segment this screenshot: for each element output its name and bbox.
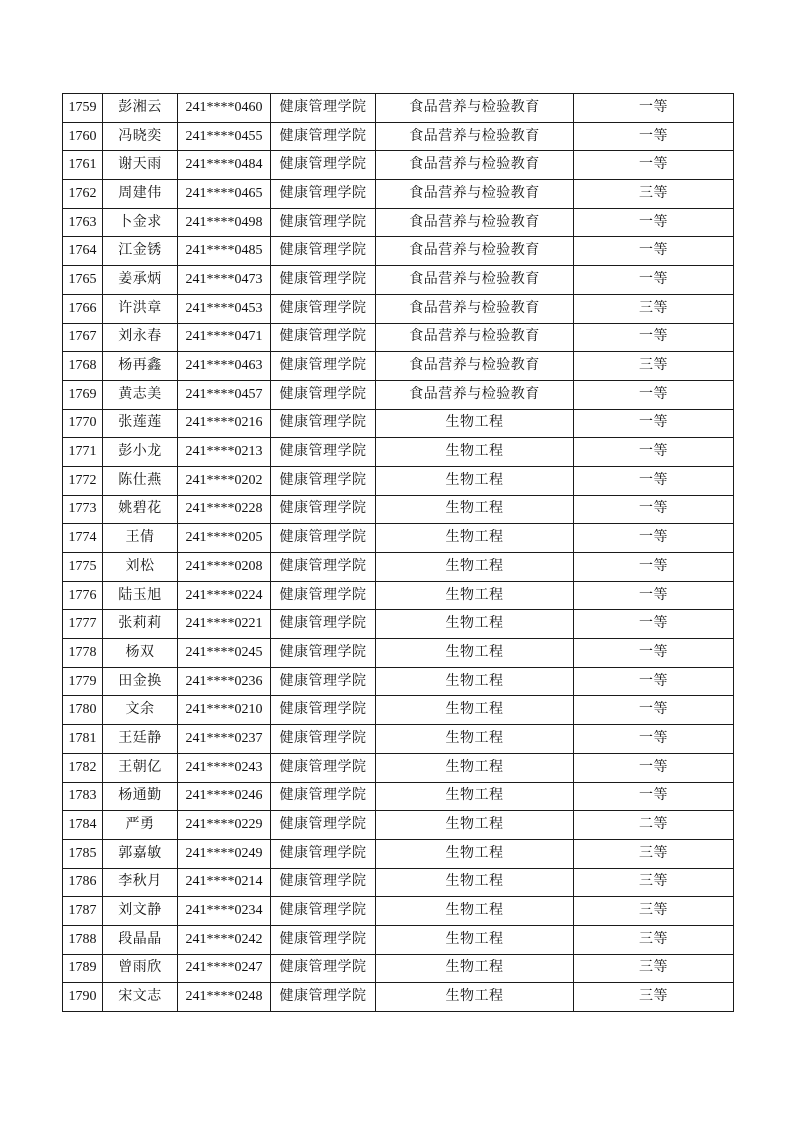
cell-award_level: 一等 <box>574 753 734 782</box>
cell-college: 健康管理学院 <box>271 122 376 151</box>
cell-name: 杨再鑫 <box>103 352 178 381</box>
table-row <box>63 208 734 237</box>
cell-index: 1787 <box>63 897 103 926</box>
cell-name: 冯晓奕 <box>103 122 178 151</box>
cell-award_level: 一等 <box>574 94 734 123</box>
table-row <box>63 725 734 754</box>
cell-award_level: 一等 <box>574 409 734 438</box>
table-row <box>63 495 734 524</box>
cell-award_level: 一等 <box>574 782 734 811</box>
table-row <box>63 753 734 782</box>
cell-student_id: 241****0473 <box>178 266 271 295</box>
table-row <box>63 352 734 381</box>
cell-index: 1769 <box>63 380 103 409</box>
cell-name: 杨通勤 <box>103 782 178 811</box>
cell-student_id: 241****0224 <box>178 581 271 610</box>
table-row <box>63 438 734 467</box>
cell-major: 生物工程 <box>376 868 574 897</box>
table-row <box>63 553 734 582</box>
table-row <box>63 954 734 983</box>
cell-major: 生物工程 <box>376 524 574 553</box>
cell-college: 健康管理学院 <box>271 438 376 467</box>
cell-college: 健康管理学院 <box>271 639 376 668</box>
cell-name: 刘文静 <box>103 897 178 926</box>
cell-major: 生物工程 <box>376 639 574 668</box>
cell-major: 生物工程 <box>376 610 574 639</box>
cell-student_id: 241****0248 <box>178 983 271 1012</box>
cell-name: 文余 <box>103 696 178 725</box>
cell-student_id: 241****0246 <box>178 782 271 811</box>
cell-index: 1768 <box>63 352 103 381</box>
table-row <box>63 94 734 123</box>
cell-index: 1764 <box>63 237 103 266</box>
cell-student_id: 241****0498 <box>178 208 271 237</box>
table-row <box>63 380 734 409</box>
cell-award_level: 一等 <box>574 208 734 237</box>
cell-major: 生物工程 <box>376 782 574 811</box>
table-row <box>63 323 734 352</box>
cell-major: 生物工程 <box>376 839 574 868</box>
cell-college: 健康管理学院 <box>271 954 376 983</box>
cell-major: 生物工程 <box>376 553 574 582</box>
cell-award_level: 三等 <box>574 839 734 868</box>
cell-name: 王朝亿 <box>103 753 178 782</box>
cell-award_level: 一等 <box>574 667 734 696</box>
cell-index: 1786 <box>63 868 103 897</box>
cell-college: 健康管理学院 <box>271 323 376 352</box>
cell-index: 1778 <box>63 639 103 668</box>
cell-name: 谢天雨 <box>103 151 178 180</box>
cell-student_id: 241****0210 <box>178 696 271 725</box>
cell-index: 1773 <box>63 495 103 524</box>
cell-major: 食品营养与检验教育 <box>376 237 574 266</box>
cell-award_level: 一等 <box>574 438 734 467</box>
cell-student_id: 241****0465 <box>178 180 271 209</box>
cell-award_level: 三等 <box>574 897 734 926</box>
table-row <box>63 266 734 295</box>
cell-index: 1779 <box>63 667 103 696</box>
cell-name: 李秋月 <box>103 868 178 897</box>
table-row <box>63 466 734 495</box>
cell-college: 健康管理学院 <box>271 266 376 295</box>
cell-award_level: 一等 <box>574 266 734 295</box>
cell-major: 生物工程 <box>376 954 574 983</box>
table-row <box>63 180 734 209</box>
cell-name: 段晶晶 <box>103 925 178 954</box>
cell-index: 1781 <box>63 725 103 754</box>
cell-college: 健康管理学院 <box>271 94 376 123</box>
cell-college: 健康管理学院 <box>271 868 376 897</box>
cell-index: 1767 <box>63 323 103 352</box>
cell-name: 王倩 <box>103 524 178 553</box>
cell-name: 彭湘云 <box>103 94 178 123</box>
cell-award_level: 一等 <box>574 553 734 582</box>
cell-major: 食品营养与检验教育 <box>376 94 574 123</box>
cell-award_level: 一等 <box>574 237 734 266</box>
cell-major: 生物工程 <box>376 983 574 1012</box>
cell-college: 健康管理学院 <box>271 294 376 323</box>
cell-name: 杨双 <box>103 639 178 668</box>
cell-major: 生物工程 <box>376 811 574 840</box>
cell-college: 健康管理学院 <box>271 553 376 582</box>
cell-award_level: 一等 <box>574 725 734 754</box>
cell-student_id: 241****0463 <box>178 352 271 381</box>
table-row <box>63 839 734 868</box>
cell-college: 健康管理学院 <box>271 696 376 725</box>
cell-major: 食品营养与检验教育 <box>376 380 574 409</box>
cell-student_id: 241****0228 <box>178 495 271 524</box>
cell-name: 陆玉旭 <box>103 581 178 610</box>
table-row <box>63 925 734 954</box>
cell-college: 健康管理学院 <box>271 983 376 1012</box>
cell-student_id: 241****0485 <box>178 237 271 266</box>
cell-major: 食品营养与检验教育 <box>376 122 574 151</box>
table-row <box>63 237 734 266</box>
cell-college: 健康管理学院 <box>271 925 376 954</box>
cell-student_id: 241****0237 <box>178 725 271 754</box>
cell-major: 生物工程 <box>376 581 574 610</box>
cell-student_id: 241****0214 <box>178 868 271 897</box>
cell-college: 健康管理学院 <box>271 466 376 495</box>
cell-college: 健康管理学院 <box>271 897 376 926</box>
cell-name: 卜金求 <box>103 208 178 237</box>
cell-college: 健康管理学院 <box>271 839 376 868</box>
cell-name: 张莲莲 <box>103 409 178 438</box>
cell-name: 姜承炳 <box>103 266 178 295</box>
cell-student_id: 241****0236 <box>178 667 271 696</box>
cell-student_id: 241****0229 <box>178 811 271 840</box>
cell-student_id: 241****0245 <box>178 639 271 668</box>
cell-student_id: 241****0484 <box>178 151 271 180</box>
cell-name: 严勇 <box>103 811 178 840</box>
cell-student_id: 241****0221 <box>178 610 271 639</box>
cell-college: 健康管理学院 <box>271 753 376 782</box>
cell-college: 健康管理学院 <box>271 725 376 754</box>
cell-student_id: 241****0213 <box>178 438 271 467</box>
cell-college: 健康管理学院 <box>271 524 376 553</box>
table-row <box>63 610 734 639</box>
table-row <box>63 409 734 438</box>
cell-award_level: 一等 <box>574 610 734 639</box>
table-row <box>63 782 734 811</box>
cell-major: 生物工程 <box>376 897 574 926</box>
cell-major: 生物工程 <box>376 753 574 782</box>
cell-college: 健康管理学院 <box>271 495 376 524</box>
cell-student_id: 241****0234 <box>178 897 271 926</box>
table-row <box>63 868 734 897</box>
cell-major: 生物工程 <box>376 696 574 725</box>
cell-index: 1760 <box>63 122 103 151</box>
cell-name: 张莉莉 <box>103 610 178 639</box>
cell-college: 健康管理学院 <box>271 782 376 811</box>
cell-student_id: 241****0216 <box>178 409 271 438</box>
table-row <box>63 696 734 725</box>
cell-award_level: 一等 <box>574 122 734 151</box>
cell-index: 1765 <box>63 266 103 295</box>
cell-student_id: 241****0202 <box>178 466 271 495</box>
cell-index: 1770 <box>63 409 103 438</box>
cell-student_id: 241****0205 <box>178 524 271 553</box>
cell-award_level: 三等 <box>574 954 734 983</box>
cell-index: 1788 <box>63 925 103 954</box>
cell-award_level: 三等 <box>574 180 734 209</box>
cell-name: 田金换 <box>103 667 178 696</box>
cell-award_level: 一等 <box>574 323 734 352</box>
cell-award_level: 三等 <box>574 868 734 897</box>
cell-index: 1785 <box>63 839 103 868</box>
cell-student_id: 241****0249 <box>178 839 271 868</box>
cell-college: 健康管理学院 <box>271 208 376 237</box>
cell-index: 1774 <box>63 524 103 553</box>
cell-award_level: 三等 <box>574 925 734 954</box>
cell-name: 江金锈 <box>103 237 178 266</box>
cell-award_level: 三等 <box>574 983 734 1012</box>
cell-college: 健康管理学院 <box>271 180 376 209</box>
cell-college: 健康管理学院 <box>271 409 376 438</box>
cell-name: 曾雨欣 <box>103 954 178 983</box>
cell-index: 1776 <box>63 581 103 610</box>
cell-index: 1780 <box>63 696 103 725</box>
cell-name: 许洪章 <box>103 294 178 323</box>
cell-index: 1783 <box>63 782 103 811</box>
cell-award_level: 一等 <box>574 380 734 409</box>
cell-major: 食品营养与检验教育 <box>376 266 574 295</box>
cell-student_id: 241****0453 <box>178 294 271 323</box>
cell-name: 陈仕燕 <box>103 466 178 495</box>
cell-student_id: 241****0455 <box>178 122 271 151</box>
cell-award_level: 一等 <box>574 639 734 668</box>
cell-name: 刘永春 <box>103 323 178 352</box>
cell-index: 1762 <box>63 180 103 209</box>
cell-name: 王廷静 <box>103 725 178 754</box>
cell-major: 生物工程 <box>376 438 574 467</box>
cell-major: 生物工程 <box>376 925 574 954</box>
cell-student_id: 241****0243 <box>178 753 271 782</box>
cell-student_id: 241****0247 <box>178 954 271 983</box>
cell-major: 食品营养与检验教育 <box>376 180 574 209</box>
cell-student_id: 241****0457 <box>178 380 271 409</box>
cell-index: 1775 <box>63 553 103 582</box>
cell-student_id: 241****0471 <box>178 323 271 352</box>
cell-name: 黄志美 <box>103 380 178 409</box>
table-row <box>63 524 734 553</box>
cell-award_level: 一等 <box>574 495 734 524</box>
cell-major: 食品营养与检验教育 <box>376 323 574 352</box>
cell-major: 生物工程 <box>376 409 574 438</box>
cell-index: 1777 <box>63 610 103 639</box>
table-row <box>63 811 734 840</box>
cell-major: 食品营养与检验教育 <box>376 151 574 180</box>
cell-student_id: 241****0460 <box>178 94 271 123</box>
cell-index: 1761 <box>63 151 103 180</box>
cell-award_level: 一等 <box>574 466 734 495</box>
cell-award_level: 一等 <box>574 524 734 553</box>
cell-college: 健康管理学院 <box>271 151 376 180</box>
cell-college: 健康管理学院 <box>271 610 376 639</box>
cell-major: 食品营养与检验教育 <box>376 352 574 381</box>
cell-award_level: 一等 <box>574 696 734 725</box>
cell-award_level: 一等 <box>574 581 734 610</box>
cell-college: 健康管理学院 <box>271 667 376 696</box>
cell-college: 健康管理学院 <box>271 237 376 266</box>
table-row <box>63 122 734 151</box>
cell-award_level: 三等 <box>574 352 734 381</box>
cell-college: 健康管理学院 <box>271 811 376 840</box>
cell-index: 1789 <box>63 954 103 983</box>
table-row <box>63 983 734 1012</box>
cell-name: 周建伟 <box>103 180 178 209</box>
cell-student_id: 241****0208 <box>178 553 271 582</box>
cell-student_id: 241****0242 <box>178 925 271 954</box>
cell-major: 生物工程 <box>376 667 574 696</box>
cell-major: 生物工程 <box>376 466 574 495</box>
cell-major: 食品营养与检验教育 <box>376 208 574 237</box>
cell-index: 1766 <box>63 294 103 323</box>
cell-award_level: 三等 <box>574 294 734 323</box>
cell-major: 生物工程 <box>376 495 574 524</box>
cell-index: 1772 <box>63 466 103 495</box>
table-row <box>63 667 734 696</box>
cell-name: 彭小龙 <box>103 438 178 467</box>
cell-award_level: 一等 <box>574 151 734 180</box>
cell-name: 宋文志 <box>103 983 178 1012</box>
cell-college: 健康管理学院 <box>271 581 376 610</box>
award-table <box>62 93 734 1012</box>
cell-name: 刘松 <box>103 553 178 582</box>
cell-index: 1771 <box>63 438 103 467</box>
cell-name: 姚碧花 <box>103 495 178 524</box>
cell-index: 1763 <box>63 208 103 237</box>
cell-major: 食品营养与检验教育 <box>376 294 574 323</box>
table-row <box>63 294 734 323</box>
table-row <box>63 897 734 926</box>
table-row <box>63 581 734 610</box>
cell-index: 1759 <box>63 94 103 123</box>
cell-index: 1784 <box>63 811 103 840</box>
cell-college: 健康管理学院 <box>271 380 376 409</box>
cell-index: 1790 <box>63 983 103 1012</box>
cell-major: 生物工程 <box>376 725 574 754</box>
cell-college: 健康管理学院 <box>271 352 376 381</box>
cell-index: 1782 <box>63 753 103 782</box>
cell-name: 郭嘉敏 <box>103 839 178 868</box>
cell-award_level: 二等 <box>574 811 734 840</box>
table-row <box>63 639 734 668</box>
table-row <box>63 151 734 180</box>
